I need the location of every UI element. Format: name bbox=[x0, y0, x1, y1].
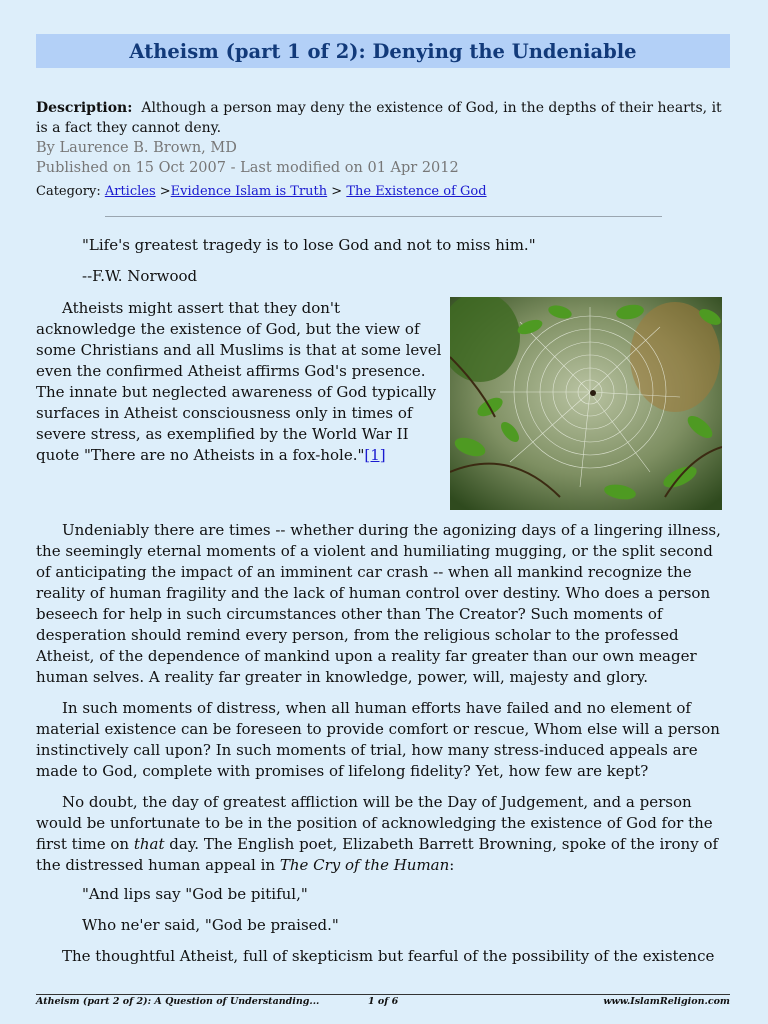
breadcrumb-link-articles[interactable]: Articles bbox=[104, 184, 156, 199]
description-label: Description: bbox=[36, 100, 133, 116]
breadcrumb bbox=[36, 184, 487, 199]
paragraph-4-emphasis: that bbox=[133, 835, 165, 853]
description bbox=[36, 98, 730, 138]
footer-next-article: Atheism (part 2 of 2): A Question of Understanding... bbox=[36, 996, 320, 1007]
author: By Laurence B. Brown, MD bbox=[36, 140, 237, 156]
paragraph-4-text-c: : bbox=[449, 856, 455, 874]
footer-page-number: 1 of 6 bbox=[368, 996, 399, 1007]
paragraph-4-text-a: No doubt, the day of greatest affliction will be the Day of Judgement, and a person would be unfortunate to be in the position of acknowledging the existence of God for the first time on bbox=[36, 793, 713, 853]
poem-title: The Cry of the Human bbox=[279, 856, 450, 874]
article-meta bbox=[36, 98, 730, 178]
category-label: Category: bbox=[36, 184, 105, 199]
footer-site: www.IslamReligion.com bbox=[603, 996, 730, 1007]
paragraph-5: The thoughtful Atheist, full of skepticism but fearful of the possibility of the existence bbox=[62, 947, 715, 965]
breadcrumb-link-existence[interactable]: The Existence of God bbox=[346, 184, 487, 199]
paragraph-3: In such moments of distress, when all human efforts have failed and no element of material existence can be foreseen to provide comfort or rescue, Whom else will a person instinctively call upon? In such moments of trial, how many stress-induced appeals are made to God, complete with promises of lifelong fidelity? Yet, how few are kept? bbox=[36, 699, 720, 780]
description-text: Although a person may deny the existence of God, in the depths of their hearts, it is a fact they cannot deny. bbox=[36, 100, 722, 136]
page-title: Atheism (part 1 of 2): Denying the Undeniable bbox=[129, 39, 637, 63]
poem-line-1: "And lips say "God be pitiful," bbox=[82, 885, 308, 903]
spider-web-photo bbox=[450, 297, 722, 510]
paragraph-4 bbox=[36, 792, 730, 876]
quote-author: --F.W. Norwood bbox=[82, 267, 198, 285]
publish-date: Published on 15 Oct 2007 - Last modified on 01 Apr 2012 bbox=[36, 160, 459, 176]
breadcrumb-link-evidence[interactable]: Evidence Islam is Truth bbox=[170, 184, 328, 199]
paragraph-1-text: Atheists might assert that they don't acknowledge the existence of God, but the view of some Christians and all Muslims is that at some level even the confirmed Atheist affirms God's presence. The innate but neglected awareness of God typically surfaces in Atheist consciousness only in times of severe stress, as exemplified by the World War II quote "There are no Atheists in a fox-hole." bbox=[36, 299, 442, 464]
paragraph-2: Undeniably there are times -- whether during the agonizing days of a lingering illness, the seemingly eternal moments of a violent and humiliating mugging, or the split second of anticipating the impact of an imminent car crash -- when all mankind recognize the reality of human fragility and the lack of human control over destiny. Who does a person beseech for help in such circumstances other than The Creator? Such moments of desperation should remind every person, from the religious scholar to the professed Atheist, of the dependence of mankind upon a reality far greater than our own meager human selves. A reality far greater in knowledge, power, will, majesty and glory. bbox=[36, 521, 721, 686]
breadcrumb-separator: > bbox=[327, 184, 347, 199]
divider bbox=[105, 216, 662, 217]
paragraph-1 bbox=[36, 298, 442, 466]
poem-line-2: Who ne'er said, "God be praised." bbox=[82, 916, 339, 934]
footnote-link[interactable]: [1] bbox=[364, 446, 386, 464]
title-bar bbox=[36, 34, 730, 68]
opening-quote: "Life's greatest tragedy is to lose God and not to miss him." bbox=[82, 236, 536, 254]
paragraph-4-text-b: day. The English poet, Elizabeth Barrett Browning, spoke of the irony of the distressed human appeal in bbox=[36, 835, 719, 874]
breadcrumb-separator: > bbox=[155, 184, 171, 199]
footer-divider bbox=[36, 994, 730, 995]
